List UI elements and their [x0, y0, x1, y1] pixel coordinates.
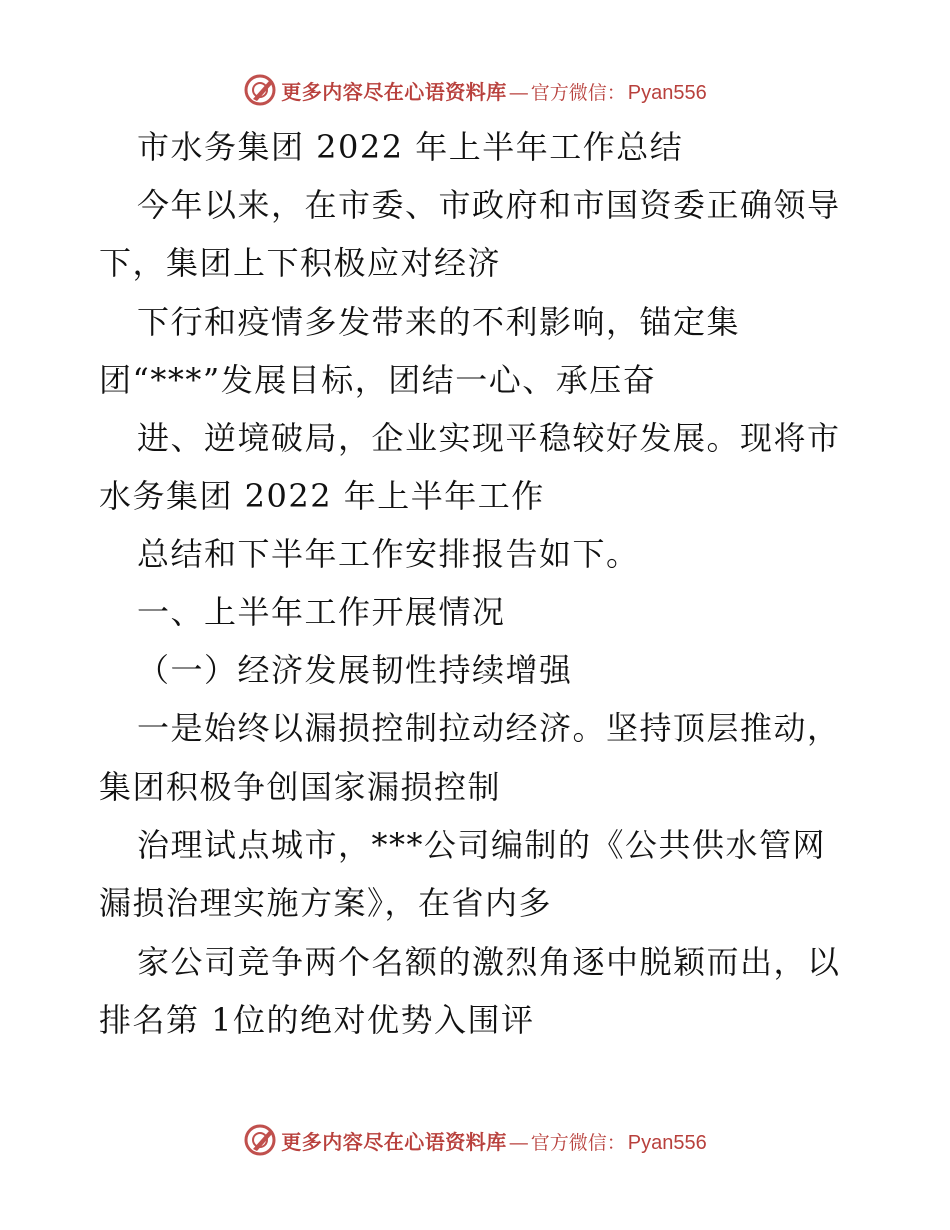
- watermark-id: Pyan556: [627, 1131, 707, 1154]
- text-line: 一是始终以漏损控制拉动经济。坚持顶层推动，: [137, 709, 841, 747]
- text-line: 家公司竞争两个名额的激烈角逐中脱颖而出，以: [137, 943, 841, 981]
- text-line: 团“***”发展目标，团结一心、承压奋: [99, 361, 657, 399]
- logo-icon: [243, 1123, 277, 1157]
- text-line: 排名第 1位的绝对优势入围评: [99, 1001, 535, 1039]
- watermark-text: 更多内容尽在心语资料库: [281, 79, 507, 104]
- watermark-label: 官方微信：: [530, 1131, 626, 1154]
- watermark-label: 官方微信：: [530, 81, 626, 104]
- text-line: 总结和下半年工作安排报告如下。: [137, 535, 640, 573]
- watermark-dash: —: [508, 79, 529, 104]
- document-title: 市水务集团 2022 年上半年工作总结: [137, 128, 684, 166]
- text-line: 今年以来，在市委、市政府和市国资委正确领导: [137, 186, 841, 224]
- subsection-heading: （一）经济发展韧性持续增强: [137, 651, 573, 689]
- watermark-banner-bottom: [0, 1120, 950, 1160]
- watermark-dash: —: [508, 1129, 529, 1154]
- text-line: 水务集团 2022 年上半年工作: [99, 477, 545, 515]
- text-line: 下，集团上下积极应对经济: [99, 244, 502, 282]
- text-line: 漏损治理实施方案》，在省内多: [99, 884, 553, 922]
- text-line: 进、逆境破局，企业实现平稳较好发展。现将市: [137, 419, 841, 457]
- text-line: 下行和疫情多发带来的不利影响，锚定集: [137, 303, 741, 341]
- logo-icon: [243, 73, 277, 107]
- watermark-text: 更多内容尽在心语资料库: [281, 1129, 507, 1154]
- text-line: 治理试点城市，***公司编制的《公共供水管网: [137, 826, 827, 864]
- text-line: 集团积极争创国家漏损控制: [99, 768, 502, 806]
- watermark-banner-top: [0, 70, 950, 110]
- section-heading: 一、上半年工作开展情况: [137, 593, 506, 631]
- watermark-id: Pyan556: [627, 81, 707, 104]
